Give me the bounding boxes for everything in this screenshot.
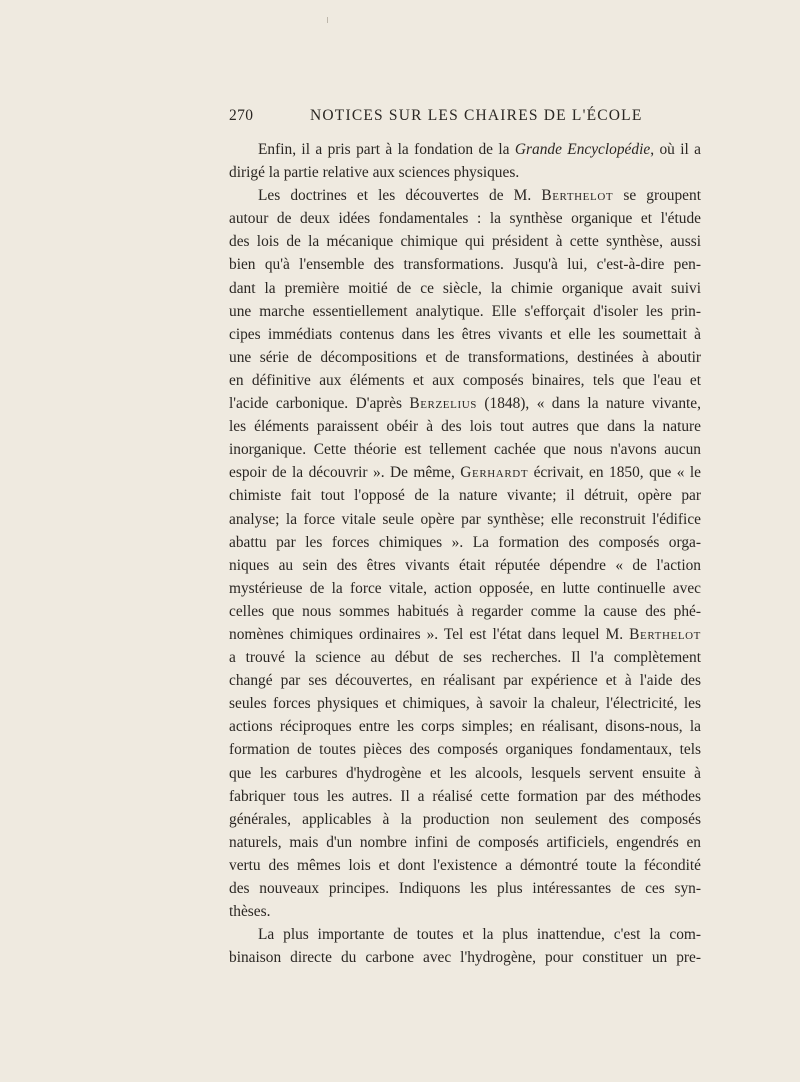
text-line [229, 877, 701, 900]
text-line [229, 669, 701, 692]
text-line [229, 253, 701, 276]
text-line [229, 184, 701, 207]
person-name: Gerhardt [460, 464, 529, 482]
text-line [229, 900, 701, 923]
italic-title: Grande Encyclopédie [514, 141, 651, 158]
text-line [229, 554, 701, 577]
text-run: (1848), « dans la nature vivante, [476, 395, 701, 413]
text-run: générales, applicables à la production non seulement des composés [229, 810, 701, 828]
text-run: que les carbures d'hydrogène et les alcools, lesquels servent ensuite à [229, 764, 701, 782]
text-run: espoir de la découvrir ». De même, [229, 464, 461, 482]
text-line [229, 300, 701, 323]
text-line [229, 808, 701, 831]
paper-mark [327, 17, 328, 23]
body-text [229, 138, 701, 969]
text-run: dirigé la partie relative aux sciences physiques. [229, 164, 520, 182]
text-line [229, 854, 701, 877]
person-name: Berzelius [409, 395, 477, 413]
text-line [229, 346, 701, 369]
text-line [229, 531, 701, 554]
text-run: nomènes chimiques ordinaires ». Tel est l'état dans lequel M. [229, 625, 630, 643]
text-line [229, 508, 701, 531]
text-line [229, 323, 701, 346]
text-line [229, 277, 701, 300]
text-line [229, 715, 701, 738]
text-run: analyse; la force vitale seule opère par synthèse; elle reconstruit l'édifice [229, 510, 701, 528]
text-line [229, 484, 701, 507]
text-run: des nouveaux principes. Indiquons les plus intéressantes de ces syn- [229, 880, 701, 897]
text-run: a trouvé la science au début de ses recherches. Il l'a complètement [229, 649, 701, 667]
text-line [229, 392, 701, 415]
text-line [229, 762, 701, 785]
text-run: bien qu'à l'ensemble des transformations. Jusqu'à lui, c'est-à-dire pen- [229, 256, 701, 274]
text-run: celles que nous sommes habitués à regarder comme la cause des phé- [229, 602, 701, 620]
text-run: vertu des mêmes lois et dont l'existence a démontré toute la fécondité [229, 856, 701, 874]
text-line [229, 207, 701, 230]
text-run: Enfin, il a pris part à la fondation de la [258, 141, 515, 158]
text-line [229, 369, 701, 392]
text-run: dant la première moitié de ce siècle, la chimie organique avait suivi [229, 279, 701, 297]
page-number: 270 [229, 107, 254, 124]
text-line [229, 831, 701, 854]
text-line [229, 161, 701, 184]
text-run: seules forces physiques et chimiques, à savoir la chaleur, l'électricité, les [229, 695, 701, 713]
text-run: niques au sein des êtres vivants était réputée dépendre « de l'action [229, 556, 701, 574]
text-run: autour de deux idées fondamentales : la synthèse organique et l'étude [229, 210, 701, 228]
text-line [229, 600, 701, 623]
text-line [229, 738, 701, 761]
text-run: une marche essentiellement analytique. Elle s'efforçait d'isoler les prin- [229, 302, 701, 320]
text-run: actions réciproques entre les corps simples; en réalisant, disons-nous, la [229, 718, 701, 736]
text-line [229, 577, 701, 600]
text-line [229, 438, 701, 461]
text-run: , où il a [650, 141, 701, 158]
text-run: fabriquer tous les autres. Il a réalisé cette formation par des méthodes [229, 787, 701, 805]
person-name: Berthelot [629, 625, 701, 643]
text-run: une série de décompositions et de transformations, destinées à aboutir [229, 348, 701, 366]
text-line [229, 923, 701, 946]
text-run: cipes immédiats contenus dans les êtres vivants et elle les soumettait à [229, 325, 701, 343]
text-run: chimiste fait tout l'opposé de la nature vivante; il détruit, opère par [229, 487, 701, 505]
text-line [229, 623, 701, 646]
text-line [229, 692, 701, 715]
text-run: formation de toutes pièces des composés organiques fondamentaux, tels [229, 741, 701, 759]
text-line [229, 946, 701, 969]
text-run: La plus importante de toutes et la plus inattendue, c'est la com- [258, 926, 701, 944]
text-run: changé par ses découvertes, en réalisant par expérience et à l'aide des [229, 672, 701, 690]
text-line [229, 785, 701, 808]
text-run: écrivait, en 1850, que « le [528, 464, 701, 482]
text-run: abattu par les forces chimiques ». La formation des composés orga- [229, 533, 701, 551]
text-run: binaison directe du carbone avec l'hydrogène, pour constituer un pre- [229, 949, 701, 967]
text-line [229, 415, 701, 438]
text-run: thèses. [229, 903, 271, 921]
person-name: Berthelot [541, 187, 614, 205]
text-line [229, 461, 701, 484]
text-run: Les doctrines et les découvertes de M. [258, 187, 542, 205]
text-run: mystérieuse de la force vitale, action opposée, en lutte continuelle avec [229, 579, 701, 597]
text-line [229, 646, 701, 669]
text-run: en définitive aux éléments et aux composés binaires, tels que l'eau et [229, 371, 701, 389]
text-run: naturels, mais d'un nombre infini de composés artificiels, engendrés en [229, 833, 701, 851]
text-run: des lois de la mécanique chimique qui président à cette synthèse, aussi [229, 233, 701, 251]
text-run: l'acide carbonique. D'après [229, 395, 410, 413]
text-run: inorganique. Cette théorie est tellement cachée que nous n'avons aucun [229, 441, 701, 459]
text-line [229, 230, 701, 253]
text-line [229, 138, 701, 161]
running-title: NOTICES SUR LES CHAIRES DE L'ÉCOLE [310, 107, 643, 124]
text-run: se groupent [613, 187, 701, 205]
text-run: les éléments paraissent obéir à des lois tout autres que dans la nature [229, 418, 701, 436]
